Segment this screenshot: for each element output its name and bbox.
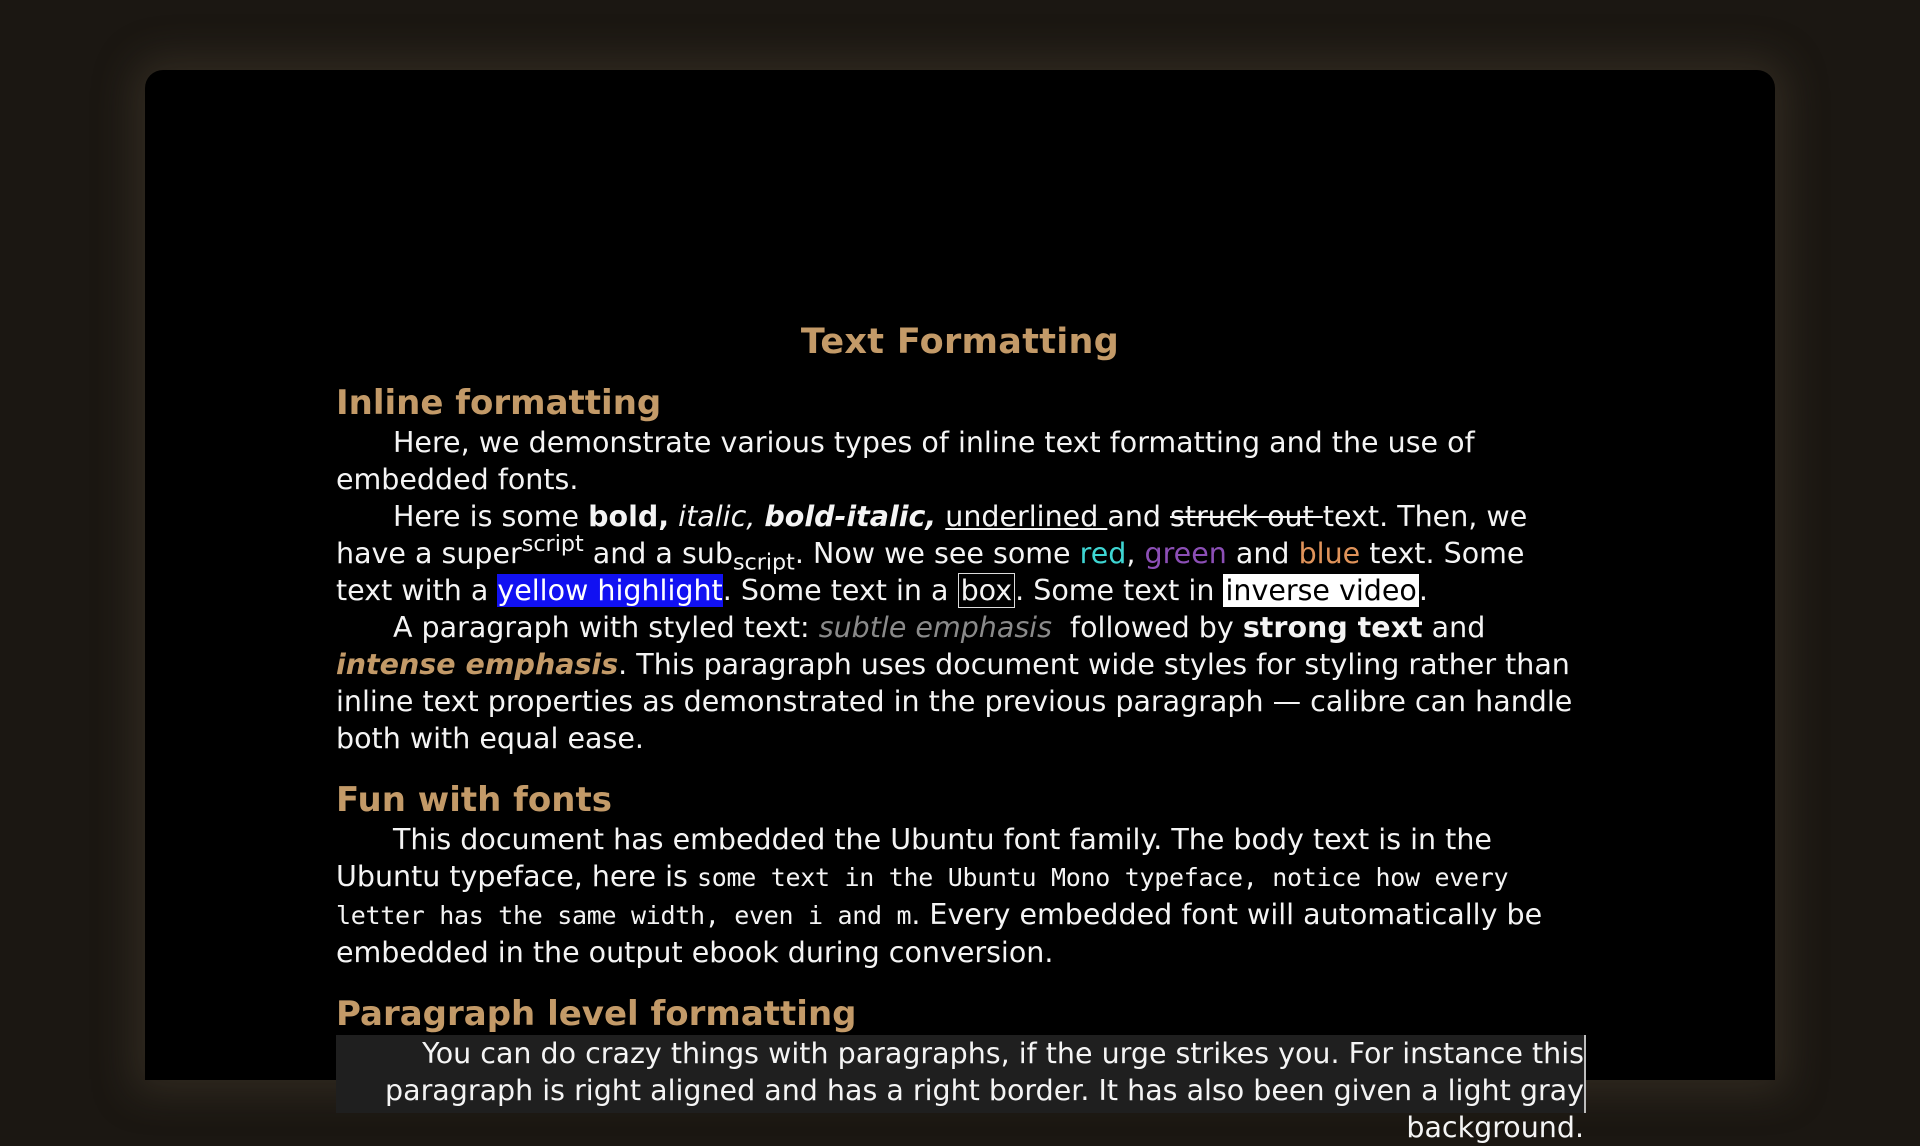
paragraph-right-aligned: [336, 1035, 1586, 1144]
monospace-text: some text in the Ubuntu Mono typeface, notice how every letter has the same width, even i and m: [336, 863, 1509, 930]
paragraph-right-aligned-text: You can do crazy things with paragraphs, if the urge strikes you. For instance this paragraph is right aligned and has a right border. It has also been given a light gray background.: [385, 1037, 1584, 1144]
section-inline-formatting: [336, 382, 1584, 757]
text-run: A paragraph with styled text:: [393, 611, 819, 644]
text-run: and: [1422, 611, 1486, 644]
section-heading-paragraph: Paragraph level formatting: [336, 994, 857, 1034]
text-run: and: [1226, 537, 1299, 570]
italic-text: italic,: [678, 500, 756, 533]
text-run: . Now we see some: [794, 537, 1080, 570]
inverse-video-text: inverse video: [1225, 574, 1417, 607]
text-run: ,: [1126, 537, 1145, 570]
paragraph-fonts: [336, 821, 1584, 971]
text-run: This document has embedded the Ubuntu font family. The body text is in the Ubuntu typeface, here is: [336, 823, 1492, 893]
struck-out-text: struck out: [1170, 500, 1323, 533]
section-paragraph-formatting: [336, 993, 1584, 1144]
blue-text: blue: [1298, 537, 1361, 570]
text-run: and: [1107, 500, 1171, 533]
text-run: [669, 500, 678, 533]
section-fun-with-fonts: [336, 779, 1584, 971]
subscript-text: script: [732, 549, 795, 576]
subtle-emphasis-text: subtle emphasis: [818, 611, 1052, 644]
section-heading-fonts: Fun with fonts: [336, 780, 612, 820]
superscript-text: script: [521, 530, 584, 557]
text-run: text. Some text with a: [336, 537, 1525, 607]
paragraph-inline-intro: Here, we demonstrate various types of inline text formatting and the use of embedded fonts.: [336, 426, 1475, 496]
bold-text: bold,: [588, 500, 670, 533]
text-run: and a sub: [583, 537, 733, 570]
section-heading-inline: Inline formatting: [336, 383, 662, 423]
paragraph-inline-styles: [336, 498, 1584, 609]
text-run: Here is some: [393, 500, 589, 533]
document-page[interactable]: [145, 70, 1775, 1144]
highlighted-text: yellow highlight: [497, 574, 723, 607]
text-run: [936, 500, 945, 533]
text-run: . This paragraph uses document wide styles for styling rather than inline text properties as demonstrated in the previous paragraph — calibre can handle both with equal ease.: [336, 648, 1573, 755]
red-text: red: [1079, 537, 1127, 570]
document-content: [336, 320, 1584, 1144]
bold-italic-text: bold-italic,: [764, 500, 937, 533]
boxed-text: box: [958, 573, 1016, 608]
text-run: . Every embedded font will automatically be embedded in the output ebook during conversion.: [336, 898, 1543, 969]
text-run: text. Then, we have a super: [336, 500, 1528, 570]
text-run: [755, 500, 764, 533]
text-run: followed by: [1051, 611, 1243, 644]
underlined-text: underlined: [945, 500, 1108, 533]
strong-text: strong text: [1242, 611, 1423, 644]
green-text: green: [1144, 537, 1227, 570]
text-run: . Some text in a: [722, 574, 958, 607]
paragraph-styled-text: [336, 609, 1584, 757]
text-run: .: [1418, 574, 1428, 607]
page-title: Text Formatting: [800, 322, 1120, 362]
intense-emphasis-text: intense emphasis: [336, 648, 619, 681]
text-run: . Some text in: [1015, 574, 1224, 607]
